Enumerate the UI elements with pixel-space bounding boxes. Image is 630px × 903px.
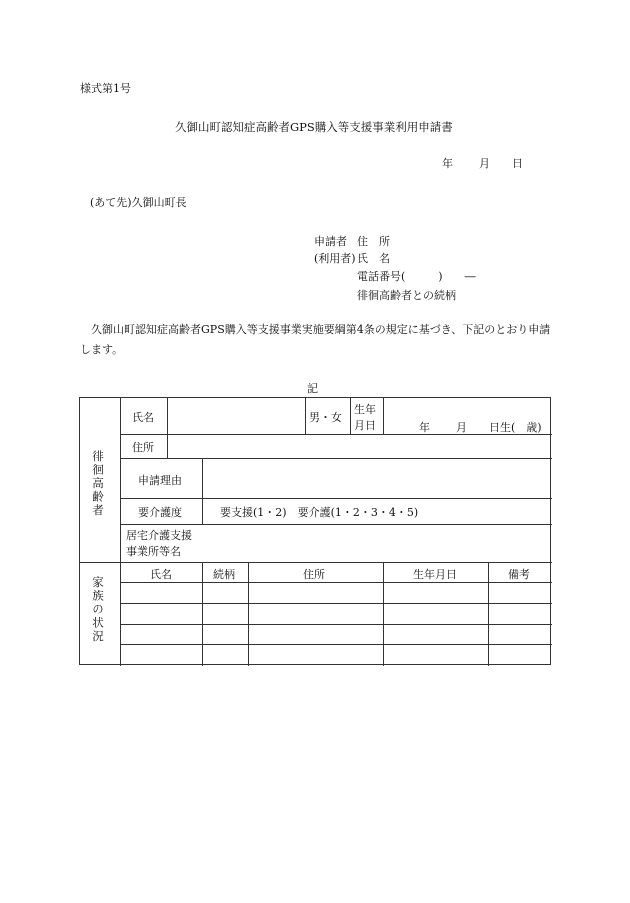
birth-label-line1: 生年 xyxy=(354,403,376,416)
family-header-name: 氏名 xyxy=(150,568,172,581)
gender-selector[interactable]: 男・女 xyxy=(309,411,342,424)
family-header-birthdate: 生年月日 xyxy=(413,568,457,581)
family-header-notes: 備考 xyxy=(508,568,530,581)
family-header-address: 住所 xyxy=(303,568,325,581)
care-office-label-line2: 事業所等名 xyxy=(126,545,181,558)
address-label: 住所 xyxy=(132,441,154,454)
applicant-relation-label: 徘徊高齢者との続柄 xyxy=(357,289,456,302)
request-paragraph: 久御山町認知症高齢者GPS購入等支援事業実施要綱第4条の規定に基づき、下記のとおり申請します。 xyxy=(80,323,551,356)
form-number: 様式第1号 xyxy=(80,82,131,95)
birth-month-label: 月 xyxy=(456,421,467,434)
elderly-section-label: 徘徊高齢者 xyxy=(91,450,105,518)
date-year: 年 xyxy=(442,157,453,170)
family-section-label: 家族の状況 xyxy=(91,576,105,644)
applicant-address-label: 住 所 xyxy=(357,235,390,248)
date-day: 日 xyxy=(512,157,523,170)
applicant-role: 申請者 xyxy=(314,235,347,248)
birth-label-line2: 月日 xyxy=(354,419,376,432)
addressee: (あて先)久御山町長 xyxy=(90,196,187,209)
applicant-phone-label: 電話番号( ) ― xyxy=(357,270,476,283)
ki-heading: 記 xyxy=(307,382,318,395)
page-title: 久御山町認知症高齢者GPS購入等支援事業利用申請書 xyxy=(175,120,453,134)
family-header-relation: 続柄 xyxy=(213,568,235,581)
name-label: 氏名 xyxy=(132,411,154,424)
care-office-label-line1: 居宅介護支援 xyxy=(126,529,192,542)
reason-label: 申請理由 xyxy=(138,474,182,487)
applicant-user-role: (利用者) xyxy=(314,252,356,265)
care-level-label: 要介護度 xyxy=(138,506,182,519)
applicant-name-label: 氏 名 xyxy=(357,252,390,265)
care-level-options: 要支援(1・2) 要介護(1・2・3・4・5) xyxy=(220,506,419,519)
birth-year-label: 年 xyxy=(419,421,430,434)
birth-day-age-label: 日生( 歳) xyxy=(489,421,542,434)
date-month: 月 xyxy=(479,157,490,170)
application-table xyxy=(79,397,551,665)
